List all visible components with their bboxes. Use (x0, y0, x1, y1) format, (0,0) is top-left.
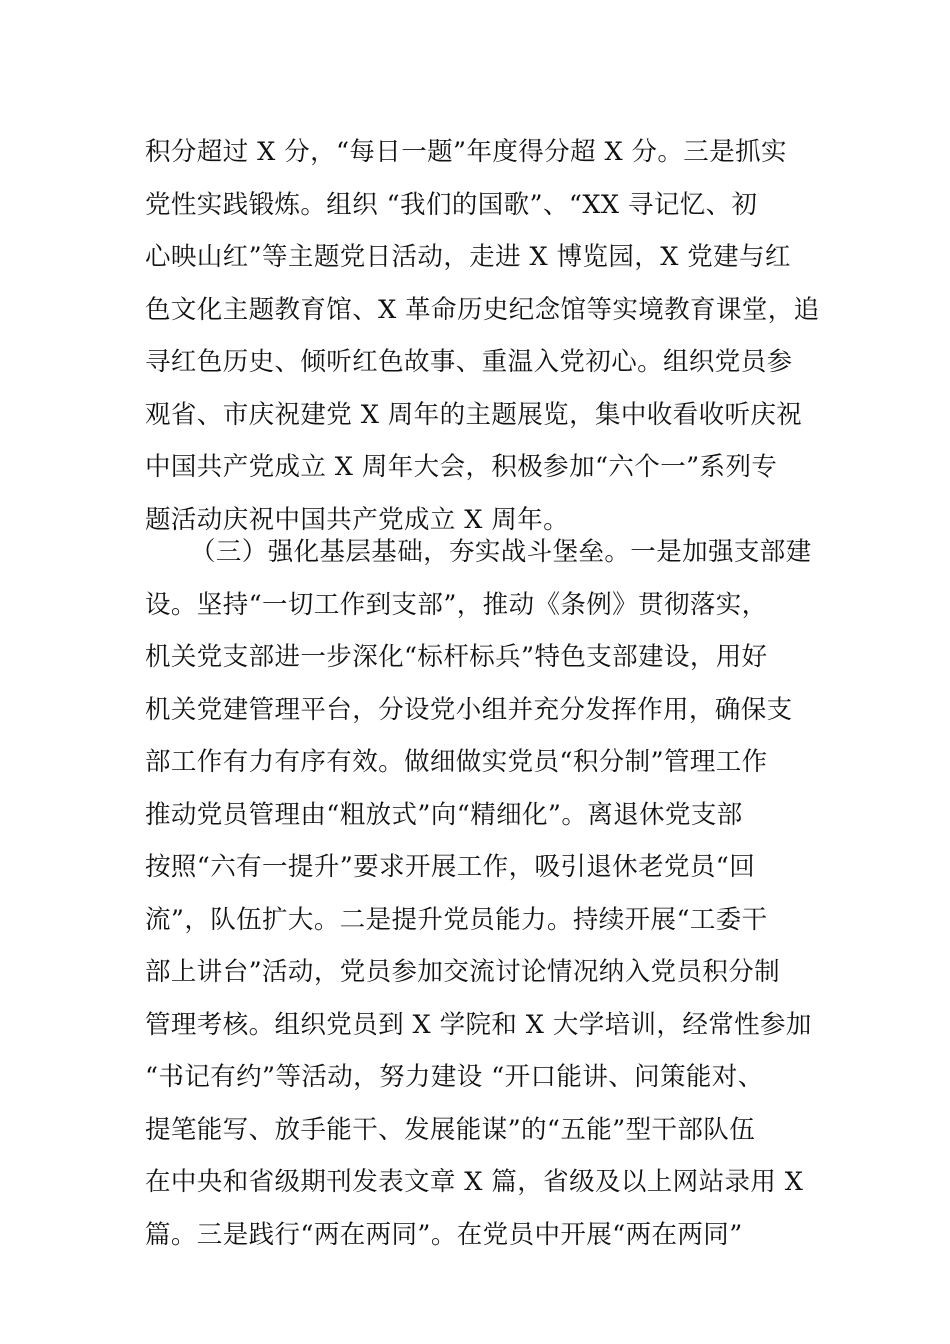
text-line: 积分超过 X 分，“每日一题”年度得分超 X 分。三是抓实 (145, 137, 787, 167)
text-line: 按照“六有一提升”要求开展工作，吸引退休老党员“回 (145, 852, 756, 882)
text-line: 题活动庆祝中国共产党成立 X 周年。 (145, 504, 570, 535)
text-line: 观省、市庆祝建党 X 周年的主题展览，集中收看收听庆祝 (145, 399, 803, 430)
text-line: 推动党员管理由“粗放式”向“精细化”。离退休党支部 (145, 799, 743, 830)
text-line: 寻红色历史、倾听红色故事、重温入党初心。组织党员参 (145, 347, 793, 377)
text-line: 中国共产党成立 X 周年大会，积极参加“六个一”系列专 (145, 452, 778, 482)
text-line: 部上讲台”活动，党员参加交流讨论情况纳入党员积分制 (145, 957, 781, 987)
text-line: 流”，队伍扩大。二是提升党员能力。持续开展“工委干 (145, 904, 768, 935)
text-line: 机关党建管理平台，分设党小组并充分发挥作用，确保支 (145, 694, 793, 725)
text-line: “书记有约”等活动，努力建设 “开口能讲、问策能对、 (145, 1062, 764, 1092)
text-line: 在中央和省级期刊发表文章 X 篇，省级及以上网站录用 X (145, 1167, 804, 1197)
text-line: 部工作有力有序有效。做细做实党员“积分制”管理工作 (145, 747, 768, 777)
paragraph-2 (145, 526, 815, 1261)
text-line: 机关党支部进一步深化“标杆标兵”特色支部建设，用好 (145, 642, 768, 672)
paragraph-1 (145, 126, 820, 546)
paragraph-heading-line: （三）强化基层基础，夯实战斗堡垒。一是加强支部建 (190, 537, 812, 567)
text-line: 心映山红”等主题党日活动，走进 X 博览园，X 党建与红 (145, 242, 791, 272)
text-line: 色文化主题教育馆、X 革命历史纪念馆等实境教育课堂，追 (145, 294, 820, 325)
text-line: 党性实践锻炼。组织 “我们的国歌”、“XX 寻记忆、初 (145, 189, 758, 220)
text-line: 管理考核。组织党员到 X 学院和 X 大学培训，经常性参加 (145, 1009, 812, 1040)
text-line: 设。坚持“一切工作到支部”，推动《条例》贯彻落实， (145, 589, 768, 620)
text-line: 篇。三是践行“两在两同”。在党员中开展“两在两同” (145, 1219, 743, 1250)
text-line: 提笔能写、放手能干、发展能谋”的“五能”型干部队伍 (145, 1114, 756, 1145)
